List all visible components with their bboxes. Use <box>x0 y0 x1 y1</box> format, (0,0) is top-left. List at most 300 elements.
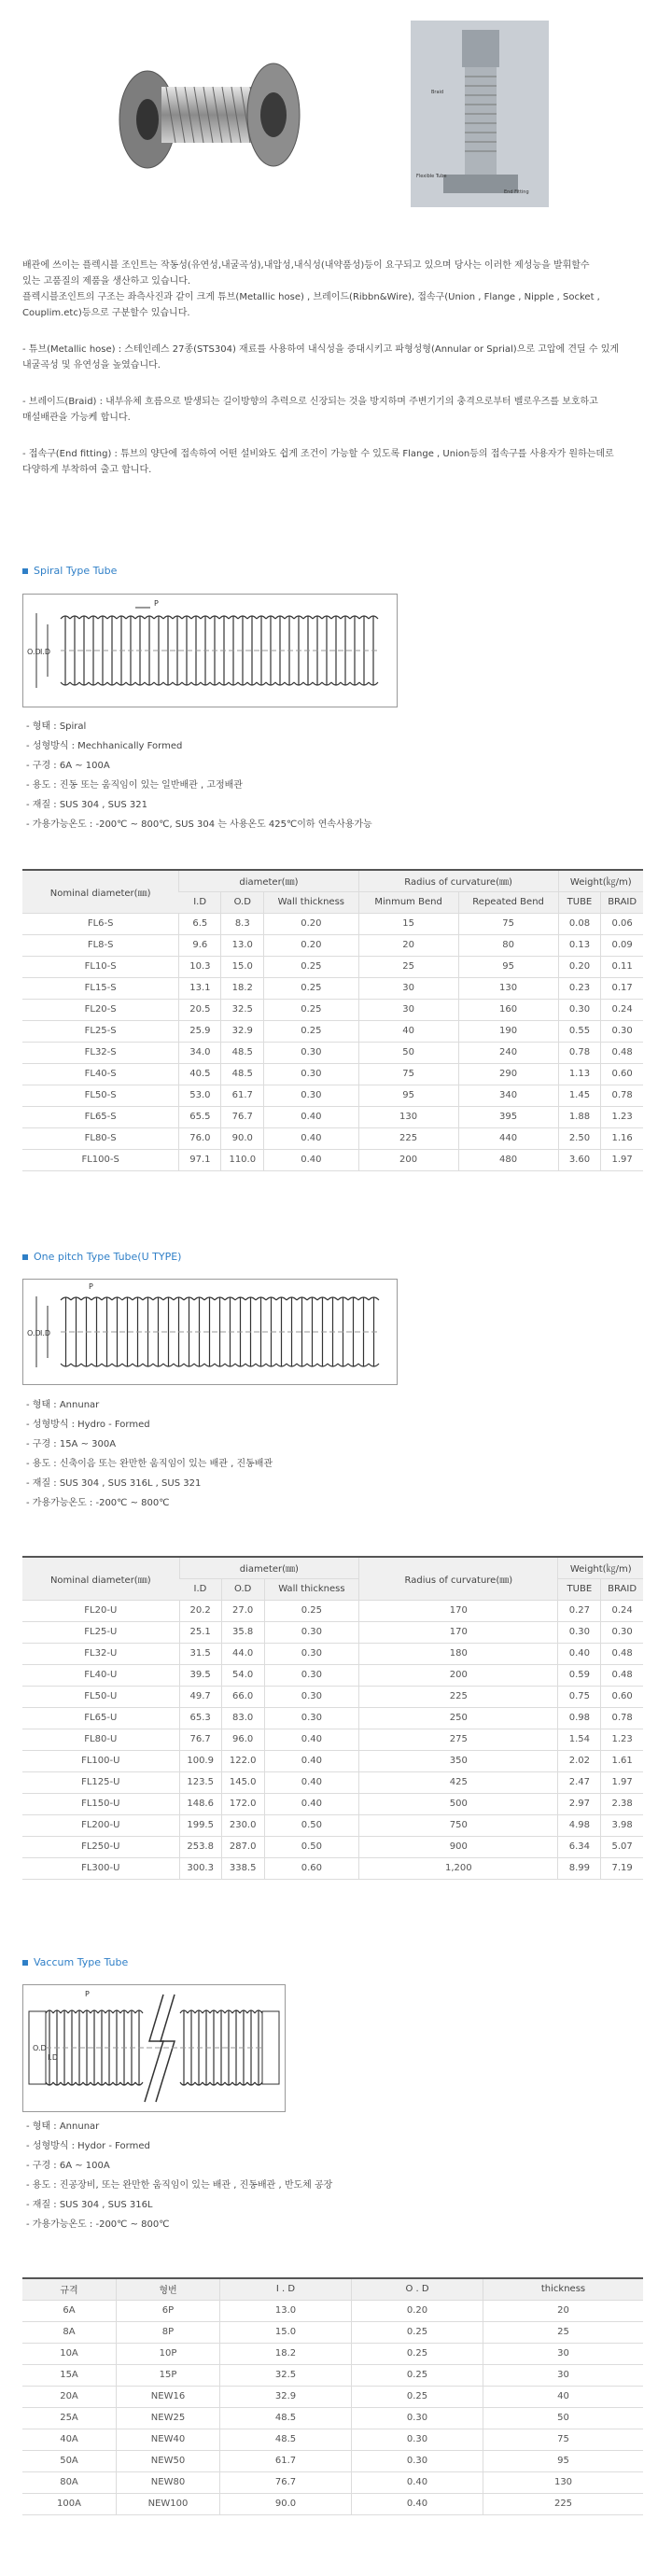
table-cell: 32.5 <box>221 999 264 1020</box>
vaccum-tube-diagram <box>22 1984 286 2112</box>
table-cell: 18.2 <box>220 2343 352 2364</box>
section-bullet-icon <box>22 1960 28 1966</box>
table-cell: 0.40 <box>264 1106 358 1127</box>
table-cell: NEW80 <box>117 2471 220 2493</box>
table-cell: 0.30 <box>264 1042 358 1063</box>
table-cell: 54.0 <box>221 1664 264 1686</box>
table-cell: 40A <box>22 2429 117 2450</box>
table-cell: 287.0 <box>221 1836 264 1857</box>
table-cell: 80A <box>22 2471 117 2493</box>
table-cell: 97.1 <box>179 1149 221 1170</box>
table-cell: 15A <box>22 2364 117 2386</box>
table-cell: 0.20 <box>352 2300 483 2321</box>
onepitch-table <box>22 1556 643 1880</box>
intro-line: 있는 고품질의 제품을 생산하고 있습니다. <box>22 276 191 287</box>
onepitch-title-text: One pitch Type Tube(U TYPE) <box>34 1251 182 1263</box>
table-cell: 10P <box>117 2343 220 2364</box>
col-header: Wall thickness <box>264 891 358 913</box>
table-cell: FL250-U <box>22 1836 179 1857</box>
table-cell: 0.24 <box>601 999 643 1020</box>
intro-line: 매설배관을 가능케 합니다. <box>22 413 131 423</box>
end-fitting-label: End Fitting <box>504 189 529 195</box>
od-label: O.D <box>27 648 41 656</box>
table-cell: 0.25 <box>352 2386 483 2407</box>
table-cell: 0.30 <box>352 2450 483 2471</box>
table-cell: 13.1 <box>179 977 221 999</box>
col-header: O.D <box>221 1578 264 1600</box>
table-cell: FL8-S <box>22 934 179 956</box>
table-cell: 0.75 <box>558 1686 601 1707</box>
table-cell: 95 <box>458 956 558 977</box>
table-cell: 0.60 <box>601 1063 643 1085</box>
table-row <box>22 1836 643 1857</box>
table-cell: 65.5 <box>179 1106 221 1127</box>
table-cell: 8.99 <box>558 1857 601 1879</box>
table-cell: 0.25 <box>352 2364 483 2386</box>
table-cell: 172.0 <box>221 1793 264 1814</box>
table-cell: 10.3 <box>179 956 221 977</box>
spec-line: - 가용가능온도 : -200℃ ~ 800℃, SUS 304 는 사용온도 425℃이하 연속사용가능 <box>26 819 372 830</box>
table-cell: 0.17 <box>601 977 643 999</box>
table-cell: FL32-S <box>22 1042 179 1063</box>
table-cell: 190 <box>458 1020 558 1042</box>
col-header: O . D <box>352 2278 483 2300</box>
table-cell: 39.5 <box>179 1664 221 1686</box>
table-cell: 40 <box>358 1020 458 1042</box>
table-cell: 350 <box>359 1750 558 1771</box>
table-cell: 130 <box>358 1106 458 1127</box>
table-row <box>22 2450 643 2471</box>
section-bullet-icon <box>22 568 28 574</box>
intro-line: - 접속구(End fitting) : 튜브의 양단에 접속하여 어떤 설비와도 쉽게 조건이 가능할 수 있도록 Flange , Union등의 접속구를 사용자가 원하는데로 <box>22 449 614 459</box>
table-cell: 340 <box>458 1085 558 1106</box>
table-cell: 0.25 <box>352 2343 483 2364</box>
table-cell: 0.40 <box>264 1127 358 1149</box>
table-cell: 900 <box>359 1836 558 1857</box>
table-cell: 0.48 <box>601 1042 643 1063</box>
table-cell: 83.0 <box>221 1707 264 1729</box>
table-cell: 0.30 <box>264 1643 359 1664</box>
table-cell: 1.61 <box>601 1750 643 1771</box>
table-cell: 48.5 <box>221 1063 264 1085</box>
table-cell: 15.0 <box>220 2321 352 2343</box>
table-cell: 0.40 <box>352 2471 483 2493</box>
table-cell: FL20-U <box>22 1600 179 1621</box>
table-cell: 253.8 <box>179 1836 221 1857</box>
table-cell: 2.50 <box>558 1127 601 1149</box>
id-label: I.D <box>40 648 51 656</box>
spec-line: - 용도 : 신축이음 또는 완만한 움직임이 있는 배관 , 진동배관 <box>26 1459 273 1469</box>
table-cell: 180 <box>359 1643 558 1664</box>
table-cell: FL125-U <box>22 1771 179 1793</box>
spec-line: - 형태 : Annunar <box>26 1400 100 1410</box>
table-cell: 750 <box>359 1814 558 1836</box>
col-header: BRAID <box>601 1578 643 1600</box>
col-header: I . D <box>220 2278 352 2300</box>
spec-line: - 재질 : SUS 304 , SUS 316L <box>26 2200 153 2210</box>
table-cell: 1.97 <box>601 1771 643 1793</box>
table-cell: 6.5 <box>179 913 221 934</box>
col-header: Wall thickness <box>264 1578 359 1600</box>
table-cell: 0.13 <box>558 934 601 956</box>
table-cell: FL40-U <box>22 1664 179 1686</box>
table-cell: 0.25 <box>264 977 358 999</box>
table-cell: 230.0 <box>221 1814 264 1836</box>
intro-text <box>22 258 638 478</box>
table-cell: FL25-S <box>22 1020 179 1042</box>
od-label: O.D <box>33 2044 47 2052</box>
product-cutaway-photo <box>411 21 549 207</box>
table-row <box>22 1643 643 1664</box>
spec-line: - 형태 : Annunar <box>26 2121 100 2132</box>
table-cell: 225 <box>359 1686 558 1707</box>
spec-line: - 구경 : 6A ~ 100A <box>26 761 110 771</box>
table-cell: 0.48 <box>601 1643 643 1664</box>
col-header: Weight(㎏/m) <box>558 870 643 891</box>
table-cell: 30 <box>358 999 458 1020</box>
table-cell: NEW16 <box>117 2386 220 2407</box>
table-cell: 0.30 <box>264 1063 358 1085</box>
col-header: 규격 <box>22 2278 117 2300</box>
vaccum-section-title <box>22 1956 128 1968</box>
table-cell: FL15-S <box>22 977 179 999</box>
table-cell: 0.30 <box>558 999 601 1020</box>
table-cell: 0.30 <box>601 1020 643 1042</box>
table-row <box>22 1042 643 1063</box>
table-row <box>22 1664 643 1686</box>
table-cell: FL32-U <box>22 1643 179 1664</box>
table-cell: 2.97 <box>558 1793 601 1814</box>
table-row <box>22 999 643 1020</box>
table-cell: 13.0 <box>221 934 264 956</box>
table-cell: 5.07 <box>601 1836 643 1857</box>
spiral-tube-diagram <box>22 594 398 707</box>
table-row <box>22 1793 643 1814</box>
table-row <box>22 977 643 999</box>
table-cell: 0.30 <box>352 2407 483 2429</box>
table-cell: 76.7 <box>220 2471 352 2493</box>
table-cell: 20 <box>483 2300 644 2321</box>
table-cell: FL80-U <box>22 1729 179 1750</box>
table-cell: 65.3 <box>179 1707 221 1729</box>
table-row <box>22 913 643 934</box>
table-cell: NEW40 <box>117 2429 220 2450</box>
table-cell: 0.60 <box>264 1857 359 1879</box>
table-cell: 0.25 <box>264 1600 359 1621</box>
table-cell: 75 <box>358 1063 458 1085</box>
table-cell: 32.9 <box>220 2386 352 2407</box>
table-cell: 80 <box>458 934 558 956</box>
table-cell: 440 <box>458 1127 558 1149</box>
table-cell: 49.7 <box>179 1686 221 1707</box>
table-row <box>22 2407 643 2429</box>
table-cell: 18.2 <box>221 977 264 999</box>
table-cell: FL100-U <box>22 1750 179 1771</box>
table-cell: 0.23 <box>558 977 601 999</box>
onepitch-tube-diagram <box>22 1279 398 1385</box>
table-cell: NEW50 <box>117 2450 220 2471</box>
table-cell: 0.30 <box>264 1686 359 1707</box>
table-cell: 35.8 <box>221 1621 264 1643</box>
table-cell: FL200-U <box>22 1814 179 1836</box>
vaccum-table <box>22 2277 643 2515</box>
table-row <box>22 2343 643 2364</box>
table-cell: 0.09 <box>601 934 643 956</box>
table-cell: 2.38 <box>601 1793 643 1814</box>
table-cell: 290 <box>458 1063 558 1085</box>
table-cell: 0.40 <box>558 1643 601 1664</box>
spec-line: - 재질 : SUS 304 , SUS 316L , SUS 321 <box>26 1478 202 1489</box>
intro-line: 플렉시블조인트의 구조는 좌측사진과 같이 크게 튜브(Metallic hose) , 브레이드(Ribbn&Wire), 접속구(Union , Flange , Nipple , Socket , <box>22 292 600 302</box>
table-cell: FL20-S <box>22 999 179 1020</box>
col-header: 형번 <box>117 2278 220 2300</box>
braid-label: Braid <box>431 90 444 95</box>
table-row <box>22 956 643 977</box>
table-cell: 20A <box>22 2386 117 2407</box>
table-cell: 0.78 <box>558 1042 601 1063</box>
table-cell: 25.1 <box>179 1621 221 1643</box>
spiral-title-text: Spiral Type Tube <box>34 565 118 577</box>
table-cell: 20.2 <box>179 1600 221 1621</box>
table-cell: 123.5 <box>179 1771 221 1793</box>
table-row <box>22 1063 643 1085</box>
table-cell: 395 <box>458 1106 558 1127</box>
table-cell: 0.06 <box>601 913 643 934</box>
col-header: BRAID <box>601 891 643 913</box>
table-cell: 200 <box>358 1149 458 1170</box>
table-cell: 53.0 <box>179 1085 221 1106</box>
table-cell: 48.5 <box>221 1042 264 1063</box>
table-cell: 25 <box>358 956 458 977</box>
table-row <box>22 1149 643 1170</box>
table-row <box>22 1857 643 1879</box>
table-cell: 0.40 <box>264 1750 359 1771</box>
table-cell: 3.60 <box>558 1149 601 1170</box>
table-cell: 250 <box>359 1707 558 1729</box>
table-cell: 61.7 <box>221 1085 264 1106</box>
table-cell: 170 <box>359 1621 558 1643</box>
table-cell: 8A <box>22 2321 117 2343</box>
flexible-tube-label: Flexible Tube <box>416 174 447 179</box>
table-row <box>22 2493 643 2514</box>
table-cell: 1.16 <box>601 1127 643 1149</box>
table-cell: 0.30 <box>352 2429 483 2450</box>
table-cell: 32.5 <box>220 2364 352 2386</box>
spec-line: - 용도 : 진공장비, 또는 완만한 움직임이 있는 배관 , 진동배관 , 반도체 공장 <box>26 2180 333 2191</box>
col-header: Weight(㎏/m) <box>558 1557 643 1578</box>
spiral-table <box>22 869 643 1171</box>
table-cell: 50 <box>358 1042 458 1063</box>
table-cell: 0.30 <box>264 1621 359 1643</box>
table-row <box>22 2300 643 2321</box>
table-cell: 225 <box>358 1127 458 1149</box>
table-cell: 0.55 <box>558 1020 601 1042</box>
table-cell: FL65-S <box>22 1106 179 1127</box>
table-cell: 0.27 <box>558 1600 601 1621</box>
table-cell: FL50-U <box>22 1686 179 1707</box>
table-cell: 0.50 <box>264 1836 359 1857</box>
col-header: O.D <box>221 891 264 913</box>
table-cell: FL100-S <box>22 1149 179 1170</box>
spec-line: - 형태 : Spiral <box>26 721 87 732</box>
table-cell: 0.48 <box>601 1664 643 1686</box>
table-row <box>22 1771 643 1793</box>
table-row <box>22 1106 643 1127</box>
onepitch-section-title <box>22 1251 181 1263</box>
onepitch-specs <box>26 1395 273 1513</box>
table-cell: 15 <box>358 913 458 934</box>
table-cell: 145.0 <box>221 1771 264 1793</box>
table-cell: 200 <box>359 1664 558 1686</box>
pitch-label: P <box>85 1990 90 1998</box>
table-cell: 95 <box>483 2450 644 2471</box>
table-cell: 30 <box>483 2343 644 2364</box>
table-row <box>22 1600 643 1621</box>
table-row <box>22 1707 643 1729</box>
table-cell: 225 <box>483 2493 644 2514</box>
table-cell: 2.02 <box>558 1750 601 1771</box>
intro-line: - 브레이드(Braid) : 내부유체 흐름으로 발생되는 길이방향의 추력으로 신장되는 것을 방지하며 주변기기의 충격으로부터 벨로우즈를 보호하고 <box>22 397 598 407</box>
table-row <box>22 1814 643 1836</box>
table-cell: 1.23 <box>601 1106 643 1127</box>
spec-line: - 성형방식 : Hydro - Formed <box>26 1420 150 1430</box>
table-row <box>22 2471 643 2493</box>
table-cell: 13.0 <box>220 2300 352 2321</box>
table-cell: FL6-S <box>22 913 179 934</box>
table-cell: 240 <box>458 1042 558 1063</box>
table-cell: NEW100 <box>117 2493 220 2514</box>
table-cell: 76.0 <box>179 1127 221 1149</box>
col-header: Radius of curvature(㎜) <box>359 1557 558 1600</box>
table-cell: NEW25 <box>117 2407 220 2429</box>
table-cell: 1,200 <box>359 1857 558 1879</box>
table-cell: 1.97 <box>601 1149 643 1170</box>
table-cell: 75 <box>458 913 558 934</box>
spec-line: - 구경 : 15A ~ 300A <box>26 1439 117 1449</box>
table-cell: 48.5 <box>220 2429 352 2450</box>
table-cell: 25 <box>483 2321 644 2343</box>
spec-line: - 가용가능온도 : -200℃ ~ 800℃ <box>26 2219 170 2230</box>
table-cell: 2.47 <box>558 1771 601 1793</box>
table-cell: 66.0 <box>221 1686 264 1707</box>
col-header: I.D <box>179 891 221 913</box>
table-cell: 50 <box>483 2407 644 2429</box>
table-cell: 0.30 <box>264 1707 359 1729</box>
pitch-label: P <box>154 599 159 608</box>
table-cell: 425 <box>359 1771 558 1793</box>
table-cell: 40.5 <box>179 1063 221 1085</box>
table-cell: 76.7 <box>179 1729 221 1750</box>
intro-line: 다양하게 부착하여 출고 합니다. <box>22 465 152 475</box>
col-header: Nominal diameter(㎜) <box>22 1557 179 1600</box>
table-cell: 0.11 <box>601 956 643 977</box>
table-cell: 0.25 <box>264 956 358 977</box>
table-cell: 480 <box>458 1149 558 1170</box>
table-cell: 275 <box>359 1729 558 1750</box>
table-cell: 0.25 <box>264 1020 358 1042</box>
table-cell: 0.40 <box>264 1793 359 1814</box>
col-header: diameter(㎜) <box>179 870 358 891</box>
table-row <box>22 1750 643 1771</box>
pitch-label: P <box>89 1282 93 1291</box>
table-cell: 8.3 <box>221 913 264 934</box>
table-cell: FL25-U <box>22 1621 179 1643</box>
table-cell: 20 <box>358 934 458 956</box>
table-cell: 6A <box>22 2300 117 2321</box>
table-cell: 0.78 <box>601 1085 643 1106</box>
col-header: thickness <box>483 2278 644 2300</box>
table-cell: 0.78 <box>601 1707 643 1729</box>
intro-line: Couplim.etc)등으로 구분할수 있습니다. <box>22 308 190 318</box>
product-photo-flange-hose <box>110 45 311 185</box>
table-cell: 170 <box>359 1600 558 1621</box>
vaccum-specs <box>26 2117 332 2234</box>
table-cell: FL65-U <box>22 1707 179 1729</box>
table-cell: 7.19 <box>601 1857 643 1879</box>
table-cell: 27.0 <box>221 1600 264 1621</box>
table-cell: 500 <box>359 1793 558 1814</box>
table-cell: FL150-U <box>22 1793 179 1814</box>
table-cell: 0.40 <box>352 2493 483 2514</box>
table-cell: 0.25 <box>264 999 358 1020</box>
table-cell: 6.34 <box>558 1836 601 1857</box>
id-label: I.D <box>48 2053 59 2062</box>
table-cell: 338.5 <box>221 1857 264 1879</box>
table-cell: 3.98 <box>601 1814 643 1836</box>
table-cell: 0.30 <box>264 1085 358 1106</box>
col-header: Nominal diameter(㎜) <box>22 870 179 913</box>
table-cell: 110.0 <box>221 1149 264 1170</box>
table-cell: 4.98 <box>558 1814 601 1836</box>
table-cell: 10A <box>22 2343 117 2364</box>
table-row <box>22 934 643 956</box>
spec-line: - 구경 : 6A ~ 100A <box>26 2161 110 2171</box>
table-cell: 130 <box>483 2471 644 2493</box>
table-cell: 75 <box>483 2429 644 2450</box>
table-cell: 160 <box>458 999 558 1020</box>
spiral-specs <box>26 717 372 834</box>
id-label: I.D <box>40 1329 51 1337</box>
table-row <box>22 2321 643 2343</box>
table-cell: 9.6 <box>179 934 221 956</box>
table-cell: 95 <box>358 1085 458 1106</box>
table-cell: 100A <box>22 2493 117 2514</box>
table-row <box>22 1020 643 1042</box>
intro-line: 내굴곡성 및 유연성을 높였습니다. <box>22 360 161 371</box>
table-cell: 0.20 <box>558 956 601 977</box>
table-cell: 0.98 <box>558 1707 601 1729</box>
col-header: Minmum Bend <box>358 891 458 913</box>
table-cell: FL50-S <box>22 1085 179 1106</box>
table-cell: 25A <box>22 2407 117 2429</box>
table-cell: 148.6 <box>179 1793 221 1814</box>
spec-line: - 성형방식 : Hydor - Formed <box>26 2141 150 2151</box>
table-cell: 1.88 <box>558 1106 601 1127</box>
section-bullet-icon <box>22 1254 28 1260</box>
table-row <box>22 2386 643 2407</box>
table-cell: 1.45 <box>558 1085 601 1106</box>
table-cell: 44.0 <box>221 1643 264 1664</box>
table-row <box>22 2364 643 2386</box>
table-cell: 20.5 <box>179 999 221 1020</box>
col-header: Radius of curvature(㎜) <box>358 870 558 891</box>
table-cell: 30 <box>358 977 458 999</box>
table-cell: 50A <box>22 2450 117 2471</box>
table-cell: 15P <box>117 2364 220 2386</box>
table-cell: 0.40 <box>264 1149 358 1170</box>
table-cell: 48.5 <box>220 2407 352 2429</box>
table-cell: 0.50 <box>264 1814 359 1836</box>
